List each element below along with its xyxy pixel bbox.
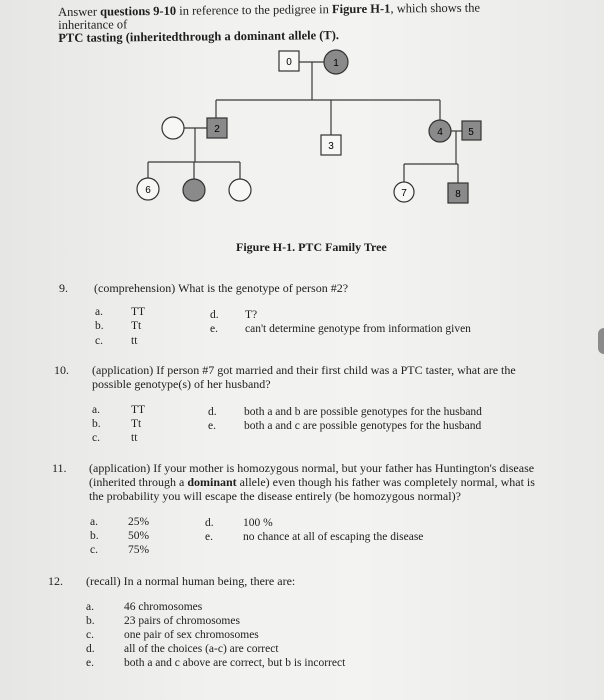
spouse-of-2-circle bbox=[162, 117, 184, 139]
q11-option-c-letter: c. bbox=[90, 544, 98, 556]
q9-option-b-letter: b. bbox=[95, 320, 104, 332]
q12-option-a-letter: a. bbox=[86, 601, 94, 613]
q11-option-a-text: 25% bbox=[128, 516, 150, 528]
q11-line-2-bold: dominant bbox=[187, 475, 237, 489]
q10-option-e-text: both a and c are possible genotypes for the husband bbox=[244, 420, 482, 432]
q11-option-b-text: 50% bbox=[128, 530, 150, 542]
q11-number: 11. bbox=[52, 461, 67, 475]
q12-option-c-text: one pair of sex chromosomes bbox=[124, 629, 259, 641]
intro-line-1-e: , which shows the inheritance of bbox=[58, 0, 481, 32]
q12-option-a-text: 46 chromosomes bbox=[124, 601, 203, 613]
q9-option-c-letter: c. bbox=[95, 335, 103, 347]
pedigree-chart bbox=[0, 0, 604, 240]
q12-option-e-text: both a and c above are correct, but b is incorrect bbox=[124, 657, 346, 669]
person-8-label: 8 bbox=[455, 189, 461, 200]
q12-option-e-letter: e. bbox=[86, 657, 94, 669]
q10-option-e-letter: e. bbox=[208, 420, 216, 432]
q12-option-c-letter: c. bbox=[86, 629, 94, 641]
q11-option-e-letter: e. bbox=[205, 531, 213, 543]
q10-option-c-text: tt bbox=[131, 432, 138, 444]
q11-option-d-letter: d. bbox=[205, 517, 214, 529]
intro-line-1-a: Answer bbox=[57, 4, 101, 19]
q11-option-e-text: no chance at all of escaping the disease bbox=[243, 531, 424, 543]
q12-option-b-letter: b. bbox=[86, 615, 95, 627]
intro-line-2: PTC tasting (inheritedthrough a dominant allele (T). bbox=[58, 28, 340, 45]
q12-number: 12. bbox=[48, 574, 63, 588]
q9-option-c-text: tt bbox=[131, 335, 138, 347]
q12-option-b-text: 23 pairs of chromosomes bbox=[124, 615, 240, 627]
q9-option-d-letter: d. bbox=[210, 309, 219, 321]
q11-text-line-2 bbox=[89, 475, 535, 490]
q11-text-line-1: (application) If your mother is homozygous normal, but your father has Huntington's disease bbox=[89, 461, 535, 475]
q12-option-d-letter: d. bbox=[86, 643, 95, 655]
intro-line-1-c: in reference to the pedigree in bbox=[176, 2, 333, 18]
q9-option-a-letter: a. bbox=[95, 306, 103, 318]
person-0-label: 0 bbox=[286, 57, 292, 68]
person-4-label: 4 bbox=[437, 127, 443, 138]
q12-text: (recall) In a normal human being, there are: bbox=[86, 574, 296, 588]
q9-number: 9. bbox=[59, 281, 68, 295]
q10-option-d-letter: d. bbox=[208, 406, 217, 418]
q9-option-d-text: T? bbox=[245, 309, 258, 321]
q11-line-2-c: allele) even though his father was completely normal, what is bbox=[236, 475, 535, 489]
q9-option-a-text: TT bbox=[131, 306, 146, 318]
q9-option-e-letter: e. bbox=[210, 323, 218, 335]
q12-option-d-text: all of the choices (a-c) are correct bbox=[124, 643, 279, 655]
intro-line-1-d: Figure H-1 bbox=[331, 1, 391, 17]
person-3-label: 3 bbox=[328, 141, 334, 152]
child-affected-circle bbox=[183, 179, 205, 201]
person-7-label: 7 bbox=[401, 188, 407, 199]
q11-option-c-text: 75% bbox=[128, 544, 150, 556]
q9-text: (comprehension) What is the genotype of person #2? bbox=[94, 281, 349, 295]
child-unaffected-circle bbox=[229, 179, 251, 201]
q10-number: 10. bbox=[54, 363, 69, 377]
q11-option-b-letter: b. bbox=[90, 530, 99, 542]
figure-caption: Figure H-1. PTC Family Tree bbox=[236, 240, 387, 254]
q10-option-a-text: TT bbox=[131, 404, 146, 416]
page-edge-tab bbox=[598, 328, 604, 354]
q10-option-a-letter: a. bbox=[92, 404, 100, 416]
intro-line-1-b: questions 9-10 bbox=[100, 3, 177, 19]
q10-option-b-text: Tt bbox=[131, 418, 142, 430]
q10-text-line-1: (application) If person #7 got married and their first child was a PTC taster, what are the bbox=[92, 363, 516, 377]
q9-option-e-text: can't determine genotype from information given bbox=[245, 323, 471, 335]
person-6-label: 6 bbox=[145, 185, 151, 196]
q11-text-line-3: the probability you will escape the disease entirely (be homozygous normal)? bbox=[89, 489, 461, 503]
person-1-label: 1 bbox=[333, 58, 339, 69]
q11-line-2-a: (inherited through a bbox=[89, 475, 188, 489]
person-5-label: 5 bbox=[468, 127, 474, 138]
q10-option-b-letter: b. bbox=[92, 418, 101, 430]
person-2-label: 2 bbox=[214, 124, 220, 135]
q10-option-c-letter: c. bbox=[92, 432, 100, 444]
q11-option-a-letter: a. bbox=[90, 516, 98, 528]
q11-option-d-text: 100 % bbox=[243, 517, 273, 529]
q10-option-d-text: both a and b are possible genotypes for the husband bbox=[244, 406, 482, 418]
q10-text-line-2: possible genotype(s) of her husband? bbox=[92, 377, 271, 391]
q9-option-b-text: Tt bbox=[131, 320, 142, 332]
